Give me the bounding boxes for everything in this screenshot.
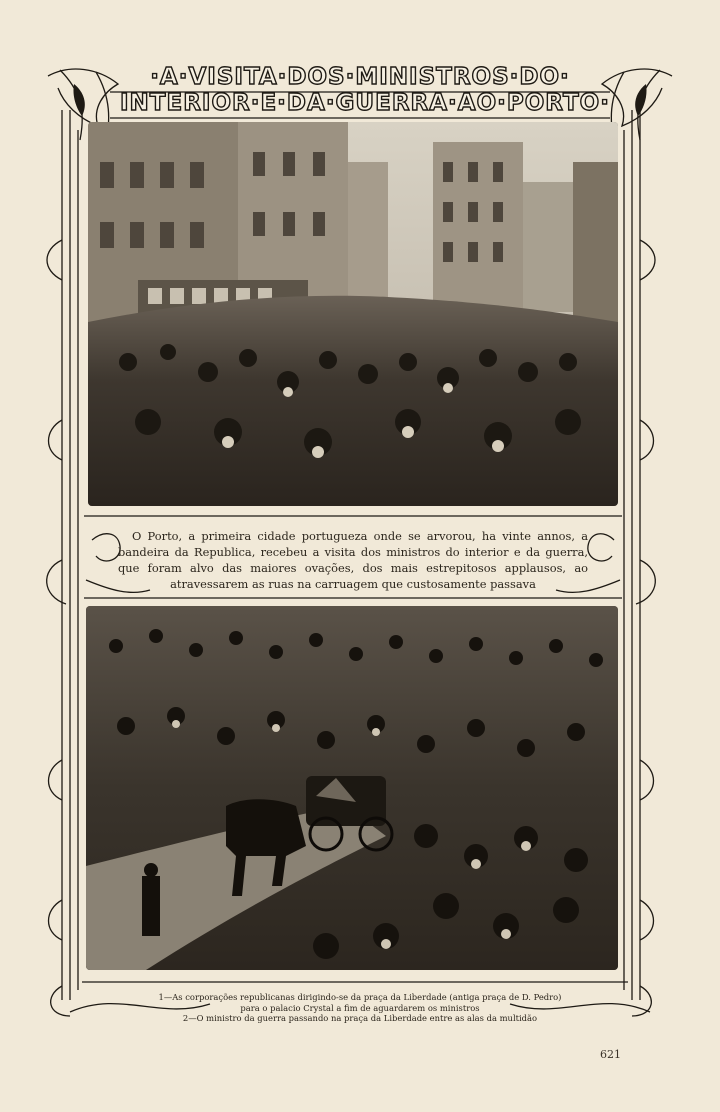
- photo-street-crowd: [88, 122, 618, 506]
- headline-line-2: INTERIOR·E·DA·GUERRA·AO·PORTO·: [120, 90, 610, 116]
- headline-line-1: ·A·VISITA·DOS·MINISTROS·DO·: [150, 64, 570, 90]
- caption-2: 2—O ministro da guerra passando na praça da Liberdade entre as alas da multidão: [182, 1013, 538, 1023]
- photo-captions: [96, 992, 624, 1024]
- caption-1-line-1: 1—As corporações republicanas dirigindo-se da praça da Liberdade (antiga praça de D. Pedro): [158, 992, 562, 1002]
- main-caption-text: O Porto, a primeira cidade portugueza onde se arvorou, ha vinte annos, a bandeira da Republica, recebeu a visita dos ministros do interior e da guerra, que foram alvo das maiores ovações, dos mais estrepitosos applausos, ao atravessarem as ruas na carruagem que custosamente passava: [118, 529, 588, 591]
- page-number: 621: [600, 1048, 621, 1061]
- main-caption: [118, 528, 588, 592]
- photo-carriage-crowd: [86, 606, 618, 970]
- caption-1-line-2: para o palacio Crystal a fim de aguardarem os ministros: [240, 1002, 480, 1013]
